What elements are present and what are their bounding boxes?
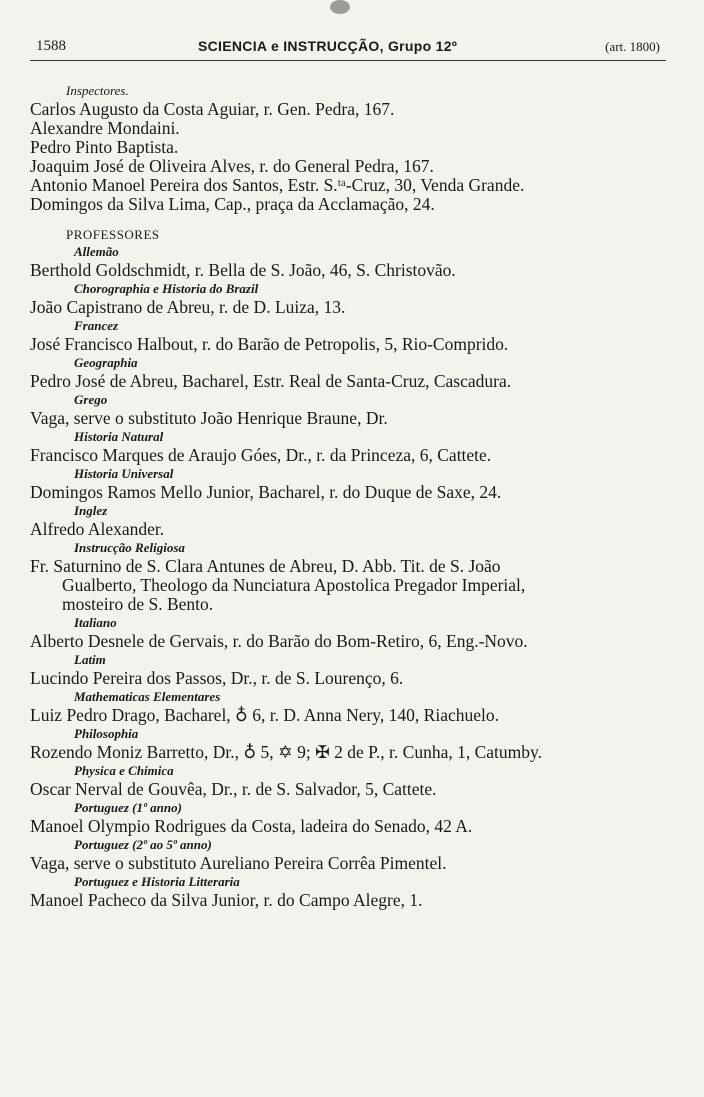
list-item: Joaquim José de Oliveira Alves, r. do General Pedra, 167. <box>30 156 434 176</box>
professor-entry: Domingos Ramos Mello Junior, Bacharel, r. do Duque de Saxe, 24. <box>30 482 502 502</box>
subject-heading: Chorographia e Historia do Brazil <box>74 281 259 296</box>
professor-entry: Alfredo Alexander. <box>30 519 165 539</box>
page-title: SCIENCIA e INSTRUCÇÃO, Grupo 12º <box>198 38 458 54</box>
professor-entry: Vaga, serve o substituto João Henrique Braune, Dr. <box>30 408 388 428</box>
professores-heading: PROFESSORES <box>66 227 160 242</box>
inspectores-heading: Inspectores. <box>66 83 129 98</box>
professor-entry: Manoel Olympio Rodrigues da Costa, ladeira do Senado, 42 A. <box>30 816 473 836</box>
subject-heading: Historia Natural <box>74 429 164 444</box>
professor-entry: Francisco Marques de Araujo Góes, Dr., r. da Princeza, 6, Cattete. <box>30 445 492 465</box>
subject-heading: Inglez <box>74 503 108 518</box>
list-item: Antonio Manoel Pereira dos Santos, Estr. S.ᵗᵃ-Cruz, 30, Venda Grande. <box>30 175 525 195</box>
professor-entry: Luiz Pedro Drago, Bacharel, ♁ 6, r. D. Anna Nery, 140, Riachuelo. <box>30 705 499 725</box>
subject-heading: Instrucção Religiosa <box>74 540 185 555</box>
subject-heading: Physica e Chimica <box>74 763 174 778</box>
professor-entry: Gualberto, Theologo da Nunciatura Apostolica Pregador Imperial, <box>62 575 526 595</box>
subject-heading: Geographia <box>74 355 138 370</box>
professores-list <box>30 243 680 910</box>
subject-heading: Portuguez (2º ao 5º anno) <box>74 837 212 852</box>
subject-heading: Philosophia <box>74 726 139 741</box>
professor-entry: Vaga, serve o substituto Aureliano Pereira Corrêa Pimentel. <box>30 853 447 873</box>
list-item: Domingos da Silva Lima, Cap., praça da Acclamação, 24. <box>30 194 435 214</box>
professor-entry: Manoel Pacheco da Silva Junior, r. do Campo Alegre, 1. <box>30 890 423 910</box>
subject-heading: Italiano <box>74 615 117 630</box>
professor-entry: Alberto Desnele de Gervais, r. do Barão do Bom-Retiro, 6, Eng.-Novo. <box>30 631 528 651</box>
list-item: Pedro Pinto Baptista. <box>30 137 179 157</box>
professor-entry: Oscar Nerval de Gouvêa, Dr., r. de S. Salvador, 5, Cattete. <box>30 779 437 799</box>
professor-entry: Berthold Goldschmidt, r. Bella de S. João, 46, S. Christovão. <box>30 260 456 280</box>
subject-heading: Grego <box>74 392 108 407</box>
inspectores-list <box>30 100 680 214</box>
subject-heading: Portuguez e Historia Litteraria <box>74 874 240 889</box>
page-number: 1588 <box>36 38 66 54</box>
subject-heading: Mathematicas Elementares <box>74 689 221 704</box>
page-content <box>30 82 680 910</box>
professor-entry: mosteiro de S. Bento. <box>62 594 214 614</box>
subject-heading: Portuguez (1º anno) <box>74 800 182 815</box>
subject-heading: Allemão <box>74 244 119 259</box>
ink-smudge <box>330 0 350 14</box>
article-reference: (art. 1800) <box>605 39 660 54</box>
professor-entry: Pedro José de Abreu, Bacharel, Estr. Real de Santa-Cruz, Cascadura. <box>30 371 512 391</box>
page-header <box>30 38 660 62</box>
professor-entry: Rozendo Moniz Barretto, Dr., ♁ 5, ✡ 9; ✠ 2 de P., r. Cunha, 1, Catumby. <box>30 742 543 762</box>
subject-heading: Historia Universal <box>74 466 174 481</box>
professor-entry: José Francisco Halbout, r. do Barão de Petropolis, 5, Rio-Comprido. <box>30 334 509 354</box>
professor-entry: Lucindo Pereira dos Passos, Dr., r. de S. Lourenço, 6. <box>30 668 404 688</box>
professor-entry: João Capistrano de Abreu, r. de D. Luiza, 13. <box>30 297 346 317</box>
subject-heading: Francez <box>74 318 119 333</box>
subject-heading: Latim <box>74 652 106 667</box>
professor-entry: Fr. Saturnino de S. Clara Antunes de Abreu, D. Abb. Tit. de S. João <box>30 556 501 576</box>
header-rule <box>30 60 666 61</box>
list-item: Alexandre Mondaini. <box>30 118 180 138</box>
list-item: Carlos Augusto da Costa Aguiar, r. Gen. Pedra, 167. <box>30 99 395 119</box>
